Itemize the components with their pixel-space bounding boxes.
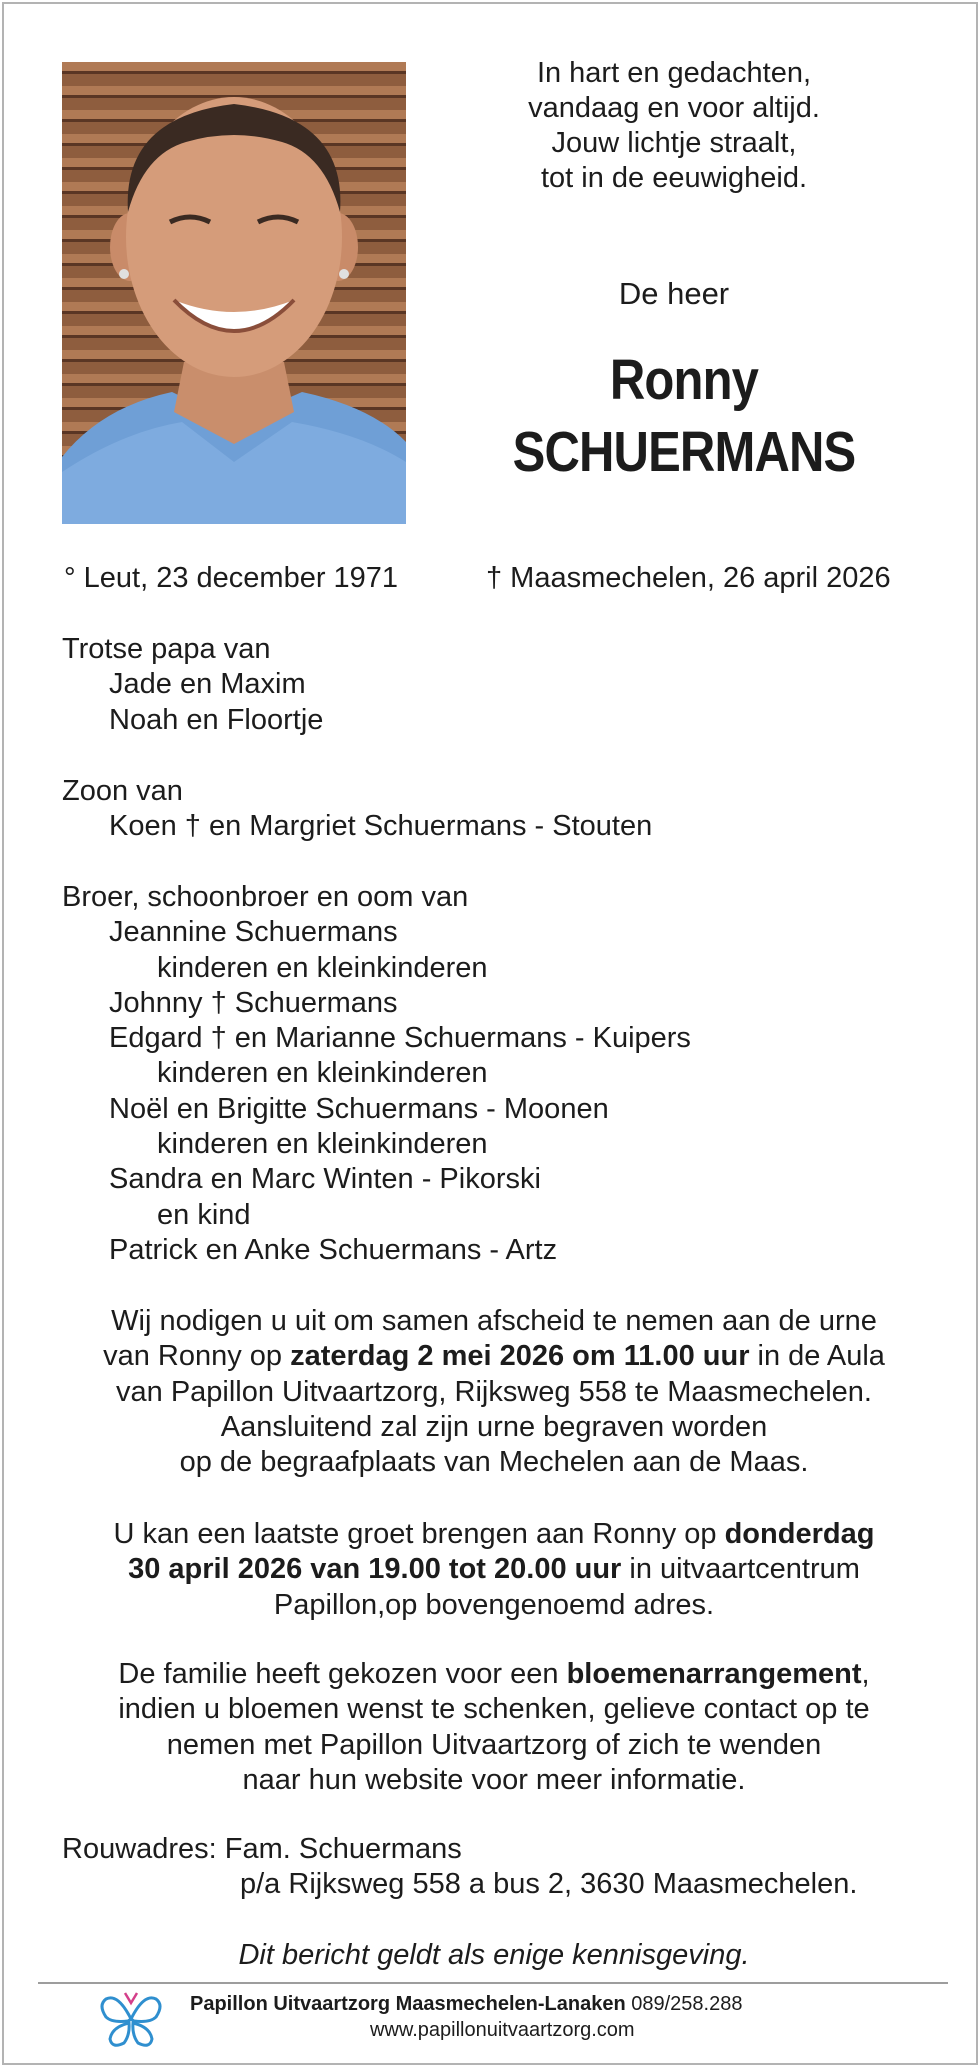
address-line: p/a Rijksweg 558 a bus 2, 3630 Maasmechelen. — [240, 1868, 858, 1901]
ceremony-date: zaterdag 2 mei 2026 om 11.00 uur — [290, 1340, 750, 1373]
relative-line: Jade en Maxim — [109, 668, 306, 701]
relative-line: kinderen en kleinkinderen — [157, 951, 488, 984]
flowers-text: , — [861, 1658, 870, 1690]
relative-line: kinderen en kleinkinderen — [157, 1128, 488, 1161]
visitation-time: 30 april 2026 van 19.00 tot 20.00 uur — [128, 1553, 622, 1586]
address-line: Rouwadres: Fam. Schuermans — [62, 1833, 462, 1865]
relative-line: Koen † en Margriet Schuermans - Stouten — [109, 810, 653, 843]
children-section — [62, 632, 323, 738]
funeral-home-website: www.papillonuitvaartzorg.com — [370, 2019, 635, 2041]
ceremony-line: Aansluitend zal zijn urne begraven worden — [220, 1410, 768, 1443]
ceremony-text: in de Aula — [749, 1340, 885, 1373]
funeral-home-line — [190, 1991, 742, 2017]
footer-divider — [38, 1982, 948, 1984]
relative-line: Patrick en Anke Schuermans - Artz — [109, 1233, 558, 1266]
funeral-home-info — [190, 1991, 742, 2043]
ceremony-line — [44, 1339, 944, 1374]
relative-line: Jeannine Schuermans — [109, 916, 398, 949]
birth-date: ° Leut, 23 december 1971 — [64, 562, 399, 594]
section-heading: Broer, schoonbroer en oom van — [62, 881, 469, 913]
funeral-home-name: Papillon Uitvaartzorg Maasmechelen-Lanaken — [190, 1993, 626, 2015]
visitation-paragraph — [44, 1517, 944, 1623]
flowers-line: indien u bloemen wenst te schenken, gelieve contact op te — [118, 1693, 870, 1726]
visitation-day: donderdag — [724, 1518, 875, 1550]
poem-line: In hart en gedachten, — [536, 57, 812, 89]
butterfly-logo-icon — [98, 1989, 164, 2051]
ceremony-text: van Ronny op — [103, 1340, 291, 1373]
relative-line: Johnny † Schuermans — [109, 986, 398, 1019]
visitation-text: in uitvaartcentrum — [621, 1553, 860, 1586]
flowers-line — [44, 1657, 944, 1692]
flowers-line: nemen met Papillon Uitvaartzorg of zich te wenden — [166, 1728, 822, 1761]
ceremony-line: op de begraafplaats van Mechelen aan de Maas. — [179, 1446, 809, 1479]
poem-line: tot in de eeuwigheid. — [540, 162, 808, 194]
parents-section — [62, 774, 652, 845]
section-heading: Trotse papa van — [62, 633, 271, 665]
first-name: Ronny — [609, 348, 759, 412]
poem-line: Jouw lichtje straalt, — [551, 127, 797, 159]
obituary-card — [2, 2, 978, 2065]
flowers-text: De familie heeft gekozen voor een — [118, 1658, 567, 1690]
portrait-photo — [62, 62, 406, 524]
visitation-line — [44, 1552, 944, 1587]
deceased-name — [469, 344, 899, 488]
flowers-arrangement: bloemenarrangement — [566, 1658, 862, 1690]
relative-line: Noël en Brigitte Schuermans - Moonen — [109, 1092, 609, 1125]
death-date: † Maasmechelen, 26 april 2026 — [486, 562, 891, 594]
visitation-line: Papillon,op bovengenoemd adres. — [273, 1588, 715, 1621]
flowers-line: naar hun website voor meer informatie. — [242, 1763, 746, 1796]
poem-line: vandaag en voor altijd. — [528, 92, 820, 124]
relative-line: Noah en Floortje — [109, 703, 324, 736]
mourning-address — [62, 1832, 857, 1903]
ceremony-line: van Papillon Uitvaartzorg, Rijksweg 558 te Maasmechelen. — [116, 1375, 872, 1408]
portrait-image — [62, 62, 406, 524]
funeral-home-phone: 089/258.288 — [631, 1993, 743, 2015]
ceremony-line: Wij nodigen u uit om samen afscheid te nemen aan de urne — [111, 1305, 877, 1337]
salutation: De heer — [618, 276, 730, 311]
flowers-paragraph — [44, 1657, 944, 1798]
notice-text: Dit bericht geldt als enige kennisgeving. — [238, 1939, 750, 1971]
last-name: SCHUERMANS — [512, 420, 856, 484]
relative-line: Sandra en Marc Winten - Pikorski — [109, 1163, 541, 1196]
visitation-line — [44, 1517, 944, 1552]
visitation-text: U kan een laatste groet brengen aan Ronny op — [113, 1518, 725, 1550]
relative-line: en kind — [157, 1198, 251, 1231]
siblings-section — [62, 880, 691, 1268]
relative-line: kinderen en kleinkinderen — [157, 1057, 488, 1090]
ceremony-paragraph — [44, 1304, 944, 1480]
relative-line: Edgard † en Marianne Schuermans - Kuipers — [109, 1022, 691, 1055]
section-heading: Zoon van — [62, 775, 183, 807]
poem — [474, 56, 874, 196]
